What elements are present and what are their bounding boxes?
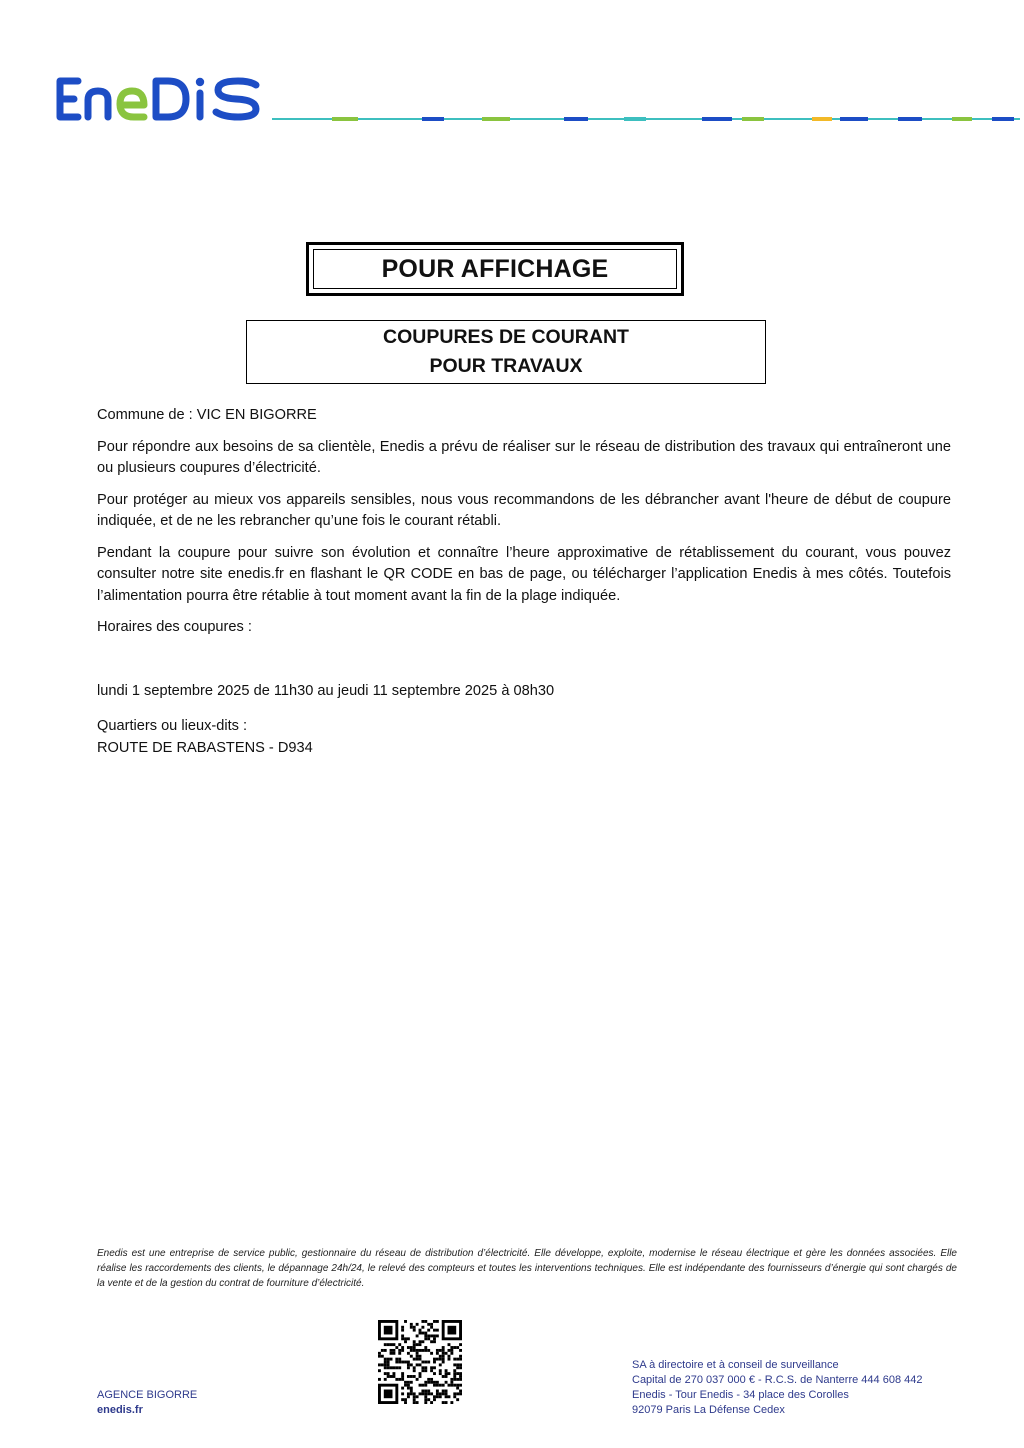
notice-body bbox=[97, 405, 951, 759]
legal-line-3: Enedis - Tour Enedis - 34 place des Corolles bbox=[632, 1389, 849, 1401]
paragraph-3: Pendant la coupure pour suivre son évolution et connaître l’heure approximative de rétablissement du courant, vous pouvez consulter notre site enedis.fr en flashant le QR CODE en bas de page, ou télécharger l’application Enedis à mes côtés. Toutefois l’alimentation pourra être rétablie à tout moment avant la fin de la plage indiquée. bbox=[97, 544, 951, 604]
legal-block bbox=[632, 1358, 922, 1418]
agency-website-link[interactable]: enedis.fr bbox=[97, 1404, 143, 1416]
header-divider-line bbox=[272, 116, 1020, 122]
agency-block bbox=[97, 1388, 197, 1418]
quartier-line: ROUTE DE RABASTENS - D934 bbox=[97, 739, 313, 756]
subtitle-line-1: COUPURES DE COURANT bbox=[383, 326, 629, 348]
page-title: POUR AFFICHAGE bbox=[313, 249, 677, 289]
footer-disclaimer: Enedis est une entreprise de service public, gestionnaire du réseau de distribution d’électricité. Elle développe, exploite, modernise le réseau électrique et gère les données associées. Elle réalise les raccordements des clients, le dépannage 24h/24, le relevé des compteurs et toutes les interventions techniques. Elle est indépendante des fournisseurs d’énergie qui sont chargés de la vente et de la gestion du contrat de fourniture d’électricité. bbox=[97, 1248, 957, 1289]
title-frame bbox=[306, 242, 684, 296]
paragraph-1: Pour répondre aux besoins de sa clientèle, Enedis a prévu de réaliser sur le réseau de distribution des travaux qui entraîneront une ou plusieurs coupures d’électricité. bbox=[97, 438, 951, 476]
horaire-line: lundi 1 septembre 2025 de 11h30 au jeudi 11 septembre 2025 à 08h30 bbox=[97, 682, 555, 699]
qr-code-icon[interactable] bbox=[378, 1320, 462, 1404]
enedis-logo bbox=[52, 74, 266, 124]
legal-line-1: SA à directoire et à conseil de surveillance bbox=[632, 1359, 839, 1371]
subtitle-frame bbox=[246, 320, 766, 384]
agency-name: AGENCE BIGORRE bbox=[97, 1389, 198, 1401]
commune-line: Commune de : VIC EN BIGORRE bbox=[97, 407, 317, 423]
horaires-label: Horaires des coupures : bbox=[97, 619, 252, 635]
subtitle-line-2: POUR TRAVAUX bbox=[429, 355, 583, 377]
legal-line-4: 92079 Paris La Défense Cedex bbox=[632, 1404, 785, 1416]
paragraph-2: Pour protéger au mieux vos appareils sensibles, nous vous recommandons de les débrancher avant l'heure de début de coupure indiquée, et de ne les rebrancher qu’une fois le courant rétabli. bbox=[97, 491, 951, 529]
legal-line-2: Capital de 270 037 000 € - R.C.S. de Nanterre 444 608 442 bbox=[632, 1374, 923, 1386]
quartiers-label: Quartiers ou lieux-dits : bbox=[97, 718, 248, 734]
